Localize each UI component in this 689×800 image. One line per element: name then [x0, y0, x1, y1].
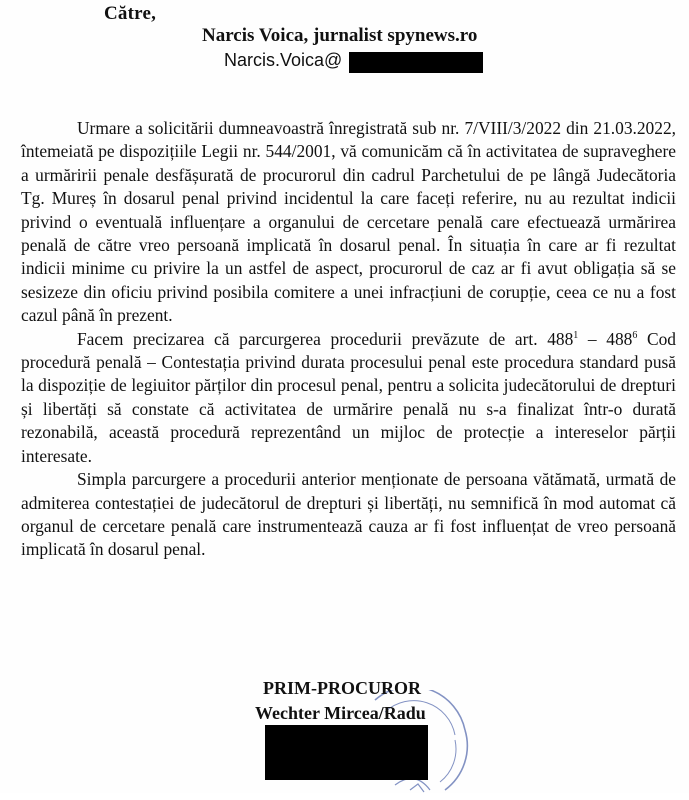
article-superscript-1: 1 — [573, 329, 579, 341]
paragraph-3-text: Simpla parcurgere a procedurii anterior menționate de persoana vătămată, urmată de admiterea contestației de judecătorul de drepturi și libertăți, nu semnifică în mod automat că organul de cercetare penală care instrumentează cauza ar fi fost influențat de vreo persoană implicată în dosarul penal. — [21, 469, 676, 560]
recipient-name: Narcis Voica, jurnalist spynews.ro — [202, 25, 478, 46]
article-superscript-6: 6 — [632, 329, 638, 341]
addressee-label: Către, — [104, 3, 157, 24]
email-redaction-bar — [349, 52, 483, 73]
paragraph-3 — [21, 468, 676, 562]
signatory-title: PRIM-PROCUROR — [263, 678, 421, 698]
paragraph-2-text-a: Facem precizarea că parcurgerea procedurii prevăzute de art. 488 — [77, 328, 574, 349]
paragraph-1 — [21, 117, 676, 328]
paragraph-2-text-c: Cod procedură penală – Contestația privind durata procesului penal este procedura standard pusă la dispoziție de legiuitor părților din procesul penal, pentru a solicita judecătorului de drepturi și libertăți să constate că activitatea de urmărire penală nu s-a finalizat într-o durată rezonabilă, această procedură reprezentând un mijloc de protecție a intereselor părții interesate. — [21, 328, 676, 466]
email-prefix: Narcis.Voica@ — [224, 50, 343, 70]
signatory-name: Wechter Mircea/Radu — [255, 703, 426, 723]
paragraph-2-text-b: – 488 — [578, 328, 633, 349]
letter-body — [21, 117, 676, 562]
paragraph-1-text: Urmare a solicitării dumneavoastră înregistrată sub nr. 7/VIII/3/2022 din 21.03.2022, întemeiată pe dispozițiile Legii nr. 544/2001, vă comunicăm că în activitatea de supraveghere a urmăririi penale desfășurată de procurorul din cadrul Parchetului de pe lângă Judecătoria Tg. Mureș în dosarul penal privind incidentul la care faceți referire, nu au rezultat indicii privind o eventuală influențare a organului de cercetare penală care efectuează urmărirea penală de către vreo persoană implicată în dosarul penal. În situația în care ar fi rezultat indicii minime cu privire la un astfel de aspect, procurorul de caz ar fi avut obligația să se sesizeze din oficiu privind posibila comitere a unei infracțiuni de corupție, ceea ce nu a fost cazul până în prezent. — [21, 118, 676, 326]
recipient-email — [224, 50, 342, 71]
signature-redaction-bar — [265, 725, 428, 780]
paragraph-2 — [21, 328, 676, 468]
